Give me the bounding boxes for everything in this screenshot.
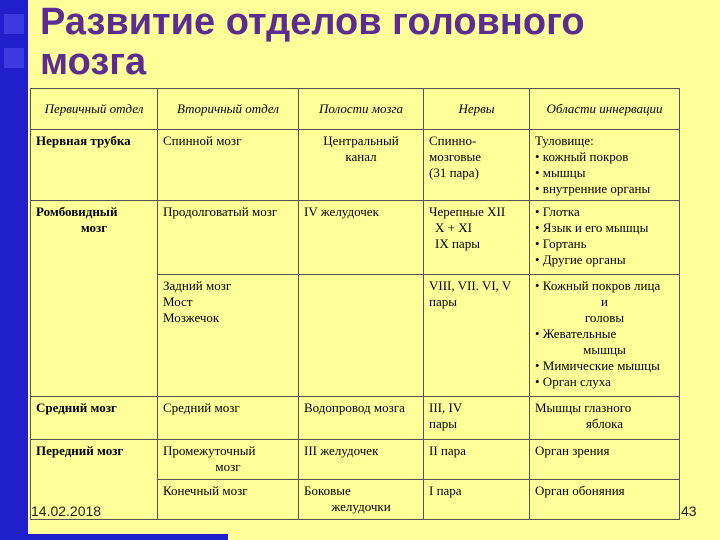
header-cell: Вторичный отдел [158, 89, 299, 130]
innervation-areas-cell: Орган зрения [530, 440, 680, 480]
primary-division-cell [31, 201, 158, 397]
secondary-division-cell: Спинной мозг [158, 130, 299, 201]
cell-line: Промежуточный [163, 443, 256, 458]
slide-title-line-1: Развитие отделов головного [40, 1, 585, 43]
innervation-areas-cell [530, 397, 680, 440]
accent-block [4, 14, 24, 34]
cell-line: головы [584, 310, 625, 325]
innervation-areas-cell [530, 130, 680, 201]
primary-division-cell: Нервная трубка [31, 130, 158, 201]
cell-line: Мост [163, 294, 193, 309]
cell-line: • Язык и его мышцы [535, 220, 649, 235]
cell-line: пары [429, 294, 457, 309]
secondary-division-cell [158, 440, 299, 480]
cell-line: Боковые [304, 483, 351, 498]
nerves-cell [424, 397, 530, 440]
innervation-areas-cell [530, 275, 680, 397]
cavity-cell [299, 275, 424, 397]
cavity-cell: IV желудочек [299, 201, 424, 275]
table-header-row [31, 89, 680, 130]
innervation-areas-cell [530, 201, 680, 275]
table-row [31, 440, 680, 480]
cell-line: X + XI [435, 220, 472, 235]
cell-line: VIII, VII. VI, V [429, 278, 512, 293]
primary-division-cell: Передний мозг [31, 440, 158, 520]
nerves-cell: I пара [424, 480, 530, 520]
nerves-cell [424, 130, 530, 201]
header-cell: Полости мозга [299, 89, 424, 130]
slide-date: 14.02.2018 [31, 503, 102, 519]
slide-page-number: 43 [681, 503, 697, 519]
cell-line: мозговые [429, 149, 482, 164]
bottom-accent-bar [0, 534, 228, 540]
cell-line: яблока [585, 416, 624, 431]
cell-line: пары [429, 416, 457, 431]
slide-title-line-2: мозга [40, 41, 147, 83]
cell-line: IX пары [435, 236, 480, 251]
nerves-cell [424, 275, 530, 397]
cell-line: III, IV [429, 400, 463, 415]
cell-line: (31 пара) [429, 165, 479, 180]
cell-line: мышцы [583, 342, 626, 357]
secondary-division-cell: Продолговатый мозг [158, 201, 299, 275]
cell-line: и [601, 294, 608, 309]
header-cell: Области иннервации [530, 89, 680, 130]
cell-line: • Глотка [535, 204, 580, 219]
cell-line: • внутренние органы [535, 181, 651, 196]
slide-title [40, 2, 585, 82]
cell-line: канал [345, 149, 377, 164]
secondary-division-cell: Средний мозг [158, 397, 299, 440]
table-row [31, 201, 680, 275]
cavity-cell: III желудочек [299, 440, 424, 480]
innervation-areas-cell: Орган обоняния [530, 480, 680, 520]
cavity-cell [299, 130, 424, 201]
nerves-cell [424, 201, 530, 275]
table-row [31, 397, 680, 440]
brain-development-table [30, 88, 680, 520]
cavity-cell: Водопровод мозга [299, 397, 424, 440]
cell-line: Спинно- [429, 133, 477, 148]
cell-line: мозг [80, 220, 108, 235]
primary-division-cell: Средний мозг [31, 397, 158, 440]
secondary-division-cell [158, 275, 299, 397]
cell-line: • мышцы [535, 165, 586, 180]
nerves-cell: II пара [424, 440, 530, 480]
left-accent-bar [0, 0, 28, 540]
cell-line: • Гортань [535, 236, 587, 251]
cell-line: Черепные XII [429, 204, 506, 219]
cell-line: Задний мозг [163, 278, 232, 293]
cell-line: Туловище: [535, 133, 594, 148]
cell-line: Ромбовидный [36, 204, 118, 219]
cell-line: Мышцы глазного [535, 400, 632, 415]
cell-line: • Кожный покров лица [535, 278, 661, 293]
accent-block [4, 48, 24, 68]
cell-line: мозг [215, 459, 241, 474]
cell-line: Центральный [323, 133, 399, 148]
cell-line: желудочки [331, 499, 391, 514]
cell-line: Мозжечок [163, 310, 220, 325]
cell-line: • Другие органы [535, 252, 626, 267]
table-row [31, 130, 680, 201]
cell-line: • Орган слуха [535, 374, 611, 389]
header-cell: Первичный отдел [31, 89, 158, 130]
cell-line: • кожный покров [535, 149, 629, 164]
cell-line: • Жевательные [535, 326, 617, 341]
header-cell: Нервы [424, 89, 530, 130]
secondary-division-cell: Конечный мозг [158, 480, 299, 520]
cavity-cell [299, 480, 424, 520]
cell-line: • Мимические мышцы [535, 358, 660, 373]
